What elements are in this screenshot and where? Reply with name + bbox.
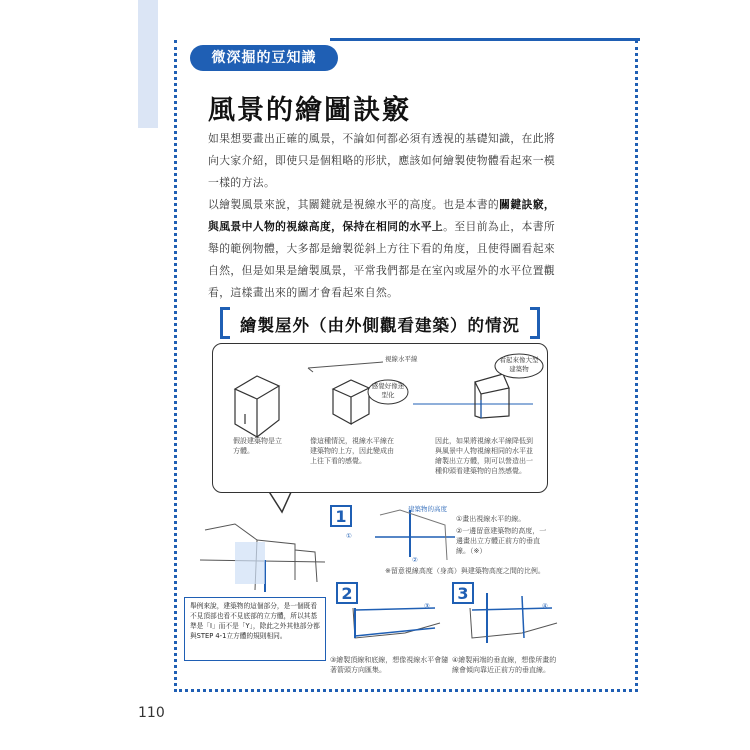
subheading-text: 繪製屋外（由外側觀看建築）的情況 bbox=[240, 316, 520, 335]
step-1-text-1: ①畫出視線水平的線。 bbox=[456, 515, 526, 523]
intro-paragraph: 如果想要畫出正確的風景，不論如何都必須有透視的基礎知識，在此將向大家介紹，即使只是個粗略的形狀，應該如何繪製使物體看起來一模一樣的方法。 bbox=[208, 132, 556, 189]
step-1-label: 建築物的高度 bbox=[408, 505, 447, 513]
caption-3: 因此，如果將視線水平線降低到與風景中人物視線相同的水平並繪製出立方體，則可以營造出一種仰頭看建築物的自然感覺。 bbox=[435, 437, 533, 475]
eye-level-label: 視線水平線 bbox=[385, 355, 418, 363]
side-note: 舉例來說，建築物的這個部分，是一個既看不見頂部也看不見底部的立方體，所以其基準是「I」而不是「Y」，除此之外其他部分都與STEP 4-1立方體的規則相同。 bbox=[184, 597, 326, 661]
building-sketch bbox=[195, 520, 330, 595]
step-1-sketch bbox=[355, 505, 455, 565]
step-1-mark-b: ② bbox=[412, 556, 418, 564]
caption-2: 像這種情況，視線水平線在建築物的上方，因此變成由上往下看的感覺。 bbox=[310, 437, 394, 465]
step-2-mark: ③ bbox=[424, 602, 430, 610]
step-2-number: 2 bbox=[336, 582, 358, 604]
corner-tab-decoration bbox=[138, 0, 158, 128]
section-tag: 微深掘的豆知識 bbox=[190, 45, 338, 71]
step-1-text-2: ②一邊留意建築物的高度，一邊畫出立方體正前方的垂直線。（※） bbox=[456, 527, 547, 555]
body-paragraph bbox=[208, 194, 558, 304]
step-1-mark-a: ① bbox=[346, 532, 352, 540]
right-bracket bbox=[530, 307, 540, 339]
step-2-sketch bbox=[345, 588, 445, 648]
cube-2 bbox=[333, 380, 369, 424]
step-2-text: ③繪製頂線和底線，想像視線水平會隨著箭頭方向匯集。 bbox=[330, 656, 449, 674]
caption-1: 假設建築物是立方體。 bbox=[233, 437, 282, 455]
step-3-sketch bbox=[462, 588, 562, 648]
body-text-a: 以繪製風景來說，其關鍵就是視線水平的高度。也是本書的 bbox=[208, 198, 500, 211]
body-text-c: 。至目前為止，本書所舉的範例物體，大多都是繪製從斜上方往下看的角度，且使得圖看起來自然，但是如果是繪製風景，平常我們都是在室內或屋外的水平位置觀看，這樣畫出來的圖才會看起來自然。 bbox=[208, 220, 556, 299]
subheading bbox=[220, 307, 540, 339]
cube-3 bbox=[475, 374, 509, 418]
step-3-text: ④繪製兩端的垂直線，想像所畫的線會傾向靠近正前方的垂直線。 bbox=[452, 656, 557, 674]
step-3-number: 3 bbox=[452, 582, 474, 604]
speech-2: 看起來像大型建築物 bbox=[499, 356, 539, 373]
page-title: 風景的繪圖訣竅 bbox=[208, 95, 411, 126]
step-1-number: 1 bbox=[330, 505, 352, 527]
body-text-bold: 關鍵訣竅，與風景中人物的視線高度，保持在相同的水平上 bbox=[208, 198, 556, 233]
step-1-note: ※留意視線高度（身高）與建築物高度之間的比例。 bbox=[385, 567, 545, 575]
explanation-bubble bbox=[212, 343, 548, 493]
speech-1: 感覺好像迷型化 bbox=[371, 382, 405, 399]
step-3-mark: ④ bbox=[542, 602, 548, 610]
page-number: 110 bbox=[138, 705, 165, 721]
cube-1 bbox=[235, 376, 279, 437]
